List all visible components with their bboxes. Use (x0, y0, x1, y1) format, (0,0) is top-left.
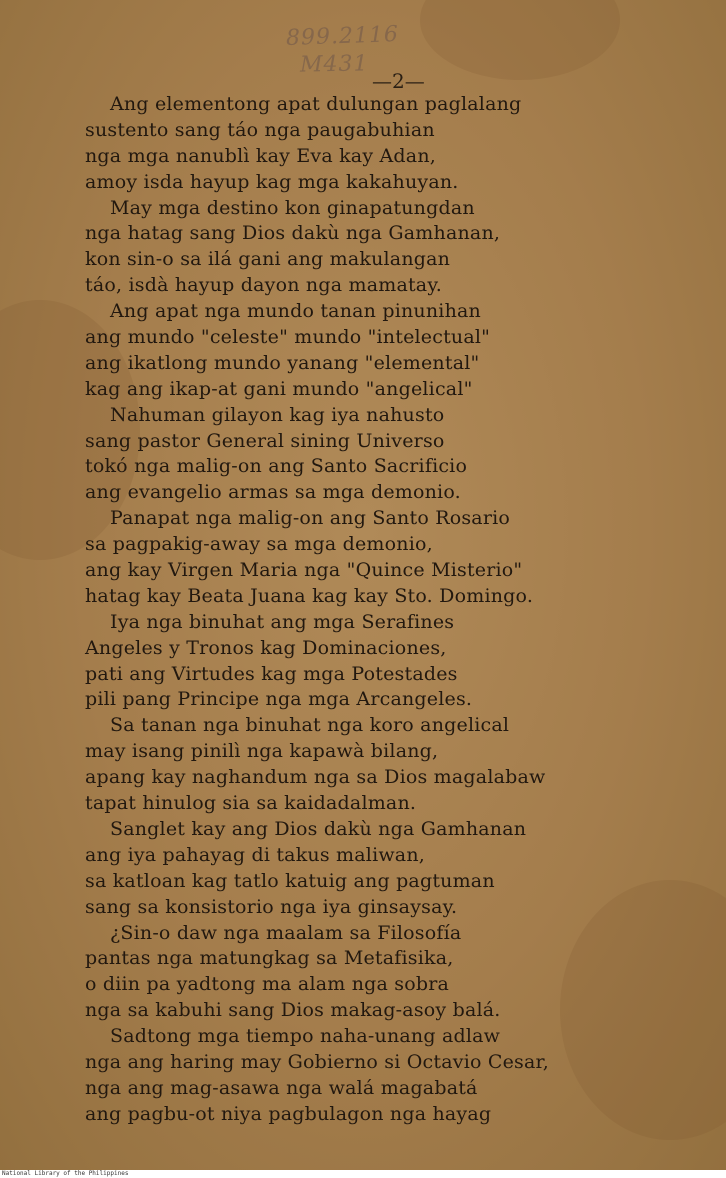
verse-line: nga ang haring may Gobierno si Octavio Cesar, (85, 1050, 549, 1073)
verse-line: ang pagbu-ot niya pagbulagon nga hayag (85, 1102, 492, 1125)
pencil-call-number: M431 (299, 51, 369, 78)
library-credit: National Library of the Philippines (2, 1170, 129, 1177)
verse-line: o diin pa yadtong ma alam nga sobra (85, 973, 450, 996)
poem-text (85, 92, 705, 1128)
verse-line: sang pastor General sining Universo (85, 429, 445, 452)
page-number: —2— (372, 69, 425, 93)
paper-stain (420, 0, 620, 80)
stanza (85, 299, 705, 403)
verse-line: Ang elementong apat dulungan paglalang (110, 93, 522, 115)
verse-line: Sadtong mga tiempo naha-unang adlaw (110, 1025, 501, 1048)
stanza (85, 92, 705, 196)
verse-line: Angeles y Tronos kag Dominaciones, (85, 636, 447, 659)
verse-line: ¿Sin-o daw nga maalam sa Filosofía (110, 921, 462, 944)
verse-line: sang sa konsistorio nga iya ginsaysay. (85, 895, 458, 918)
verse-line: táo, isdà hayup dayon nga mamatay. (85, 274, 442, 297)
verse-line: May mga destino kon ginapatungdan (110, 196, 475, 219)
verse-line: sa katloan kag tatlo katuig ang pagtuman (85, 869, 495, 892)
verse-line: Sanglet kay ang Dios dakù nga Gamhanan (110, 817, 527, 840)
stanza (85, 1024, 705, 1128)
stanza (85, 196, 705, 300)
pencil-call-number: 899.2116 (285, 22, 400, 51)
verse-line: nga hatag sang Dios dakù nga Gamhanan, (85, 222, 501, 245)
verse-line: kag ang ikap-at gani mundo "angelical" (85, 377, 473, 400)
stanza (85, 817, 705, 921)
verse-line: may isang pinilì nga kapawà bilang, (85, 740, 439, 763)
verse-line: sustento sang táo nga paugabuhian (85, 118, 435, 141)
verse-line: nga mga nanublì kay Eva kay Adan, (85, 144, 436, 167)
verse-line: Panapat nga malig-on ang Santo Rosario (110, 507, 511, 530)
verse-line: kon sin-o sa ilá gani ang makulangan (85, 248, 451, 271)
verse-line: pili pang Principe nga mga Arcangeles. (85, 688, 473, 711)
stanza (85, 610, 705, 714)
stanza (85, 506, 705, 610)
verse-line: ang iya pahayag di takus maliwan, (85, 843, 426, 866)
verse-line: sa pagpakig-away sa mga demonio, (85, 533, 433, 556)
verse-line: amoy isda hayup kag mga kakahuyan. (85, 170, 459, 193)
verse-line: ang mundo "celeste" mundo "intelectual" (85, 326, 491, 349)
verse-line: Sa tanan nga binuhat nga koro angelical (110, 714, 510, 737)
verse-line: Nahuman gilayon kag iya nahusto (110, 403, 445, 426)
verse-line: ang kay Virgen Maria nga "Quince Misterio" (85, 559, 523, 582)
stanza (85, 921, 705, 1025)
verse-line: tokó nga malig-on ang Santo Sacrificio (85, 455, 468, 478)
verse-line: nga sa kabuhi sang Dios makag-asoy balá. (85, 999, 501, 1022)
verse-line: pantas nga matungkag sa Metafisika, (85, 947, 454, 970)
verse-line: ang evangelio armas sa mga demonio. (85, 481, 461, 504)
verse-line: ang ikatlong mundo yanang "elemental" (85, 351, 480, 374)
stanza (85, 403, 705, 507)
verse-line: pati ang Virtudes kag mga Potestades (85, 662, 458, 685)
verse-line: nga ang mag-asawa nga walá magabatá (85, 1076, 478, 1099)
verse-line: tapat hinulog sia sa kaidadalman. (85, 792, 417, 815)
verse-line: apang kay naghandum nga sa Dios magalabaw (85, 766, 546, 789)
verse-line: Iya nga binuhat ang mga Serafines (110, 610, 455, 633)
verse-line: Ang apat nga mundo tanan pinunihan (110, 300, 481, 323)
verse-line: hatag kay Beata Juana kag kay Sto. Domingo. (85, 584, 534, 607)
footer-strip (0, 1170, 726, 1178)
stanza (85, 713, 705, 817)
